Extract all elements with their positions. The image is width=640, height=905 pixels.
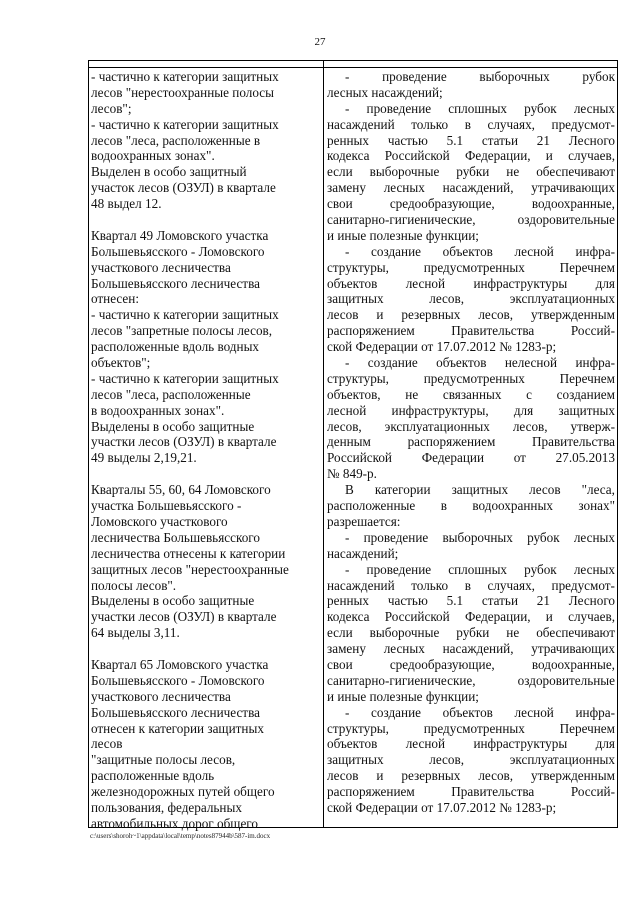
right-column-line: защитных лесов, эксплуатационных <box>327 291 615 307</box>
right-column-line: объектов, не связанных с созданием <box>327 386 615 402</box>
right-column-line: ской Федерации от 17.07.2012 № 1283-р; <box>327 799 557 815</box>
left-column-line <box>91 212 319 228</box>
left-column-line: объектов"; <box>91 355 151 371</box>
right-column-line: лесных насаждений; <box>327 84 443 100</box>
right-column-line: структуры, предусмотренных Перечнем <box>327 370 615 386</box>
right-column-line: лесов и резервных лесов, утвержденным <box>327 307 615 323</box>
right-column-line: - проведение сплошных рубок лесных <box>345 561 615 577</box>
right-column-line: - создание объектов лесной инфра- <box>345 704 615 720</box>
left-column-line: лесов "леса, расположенные в <box>91 132 261 148</box>
left-column-line: участки лесов (ОЗУЛ) в квартале <box>91 434 277 450</box>
right-column-line: насаждений только в случаях, предусмот- <box>327 116 615 132</box>
left-column-line: 64 выделы 3,11. <box>91 625 180 641</box>
right-column-line: № 849-р. <box>327 466 377 482</box>
right-column-line: Российской Федерации от 27.05.2013 <box>327 450 615 466</box>
left-column-line: - частично к категории защитных <box>91 69 279 84</box>
left-column-line: полосы лесов". <box>91 577 177 593</box>
column-divider <box>323 61 324 827</box>
left-column-line: "защитные полосы лесов, <box>91 752 236 768</box>
left-column-line: расположенные вдоль водных <box>91 339 260 355</box>
left-column-line: лесов "леса, расположенные <box>91 386 251 402</box>
left-column-line: лесов "запретные полосы лесов, <box>91 323 273 339</box>
table-top-rule <box>89 67 617 68</box>
left-column-line: лесничества Большевьясского <box>91 529 260 545</box>
right-column-line: лесов, эксплуатационных лесов, утверж- <box>327 418 615 434</box>
right-column-line: защитных лесов, эксплуатационных <box>327 752 615 768</box>
left-column-line: отнесен к категории защитных <box>91 720 264 736</box>
right-column-line: замену лесных насаждений, утрачивающих <box>327 641 615 657</box>
right-column-line: В категории защитных лесов "леса, <box>345 482 615 498</box>
right-column-line: объектов лесной инфраструктуры для <box>327 275 615 291</box>
right-column-line: и иные полезные функции; <box>327 227 479 243</box>
right-column-line: ренных частью 5.1 статьи 21 Лесного <box>327 132 615 148</box>
left-column-line: расположенные вдоль <box>91 768 215 784</box>
left-column-line: лесов <box>91 736 123 752</box>
right-column-line: санитарно-гигиенические, оздоровительные <box>327 672 615 688</box>
page-number: 27 <box>314 36 326 48</box>
left-column-line: водоохранных зонах". <box>91 148 215 164</box>
right-column-line: - проведение выборочных рубок лесных <box>345 529 615 545</box>
right-column-line: замену лесных насаждений, утрачивающих <box>327 180 615 196</box>
left-column-line: в водоохранных зонах". <box>91 402 225 418</box>
right-column-line: насаждений; <box>327 545 399 561</box>
document-table <box>88 60 618 831</box>
right-column-line: кодекса Российской Федерации, и случаев, <box>327 609 615 625</box>
right-column-line: объектов лесной инфраструктуры для <box>327 736 615 752</box>
right-column-line: санитарно-гигиенические, оздоровительные <box>327 212 615 228</box>
right-column <box>327 69 615 816</box>
left-column-line: Большевьясского лесничества <box>91 275 260 291</box>
left-column-line: защитных лесов "нерестоохранные <box>91 561 289 577</box>
right-column-line: свои средообразующие, водоохранные, <box>327 196 615 212</box>
left-column-line: железнодорожных путей общего <box>91 784 275 800</box>
left-column-line: Большевьясского лесничества <box>91 704 260 720</box>
left-column-line: Кварталы 55, 60, 64 Ломовского <box>91 482 271 498</box>
left-column-line: Большевьясского - Ломовского <box>91 243 265 259</box>
left-column-line: 49 выделы 2,19,21. <box>91 450 197 466</box>
left-column-line: пользования, федеральных <box>91 799 242 815</box>
left-column-line <box>91 641 319 657</box>
left-column-line: лесничества отнесены к категории <box>91 545 286 561</box>
right-column-line: насаждений только в случаях, предусмот- <box>327 577 615 593</box>
right-column-line: распоряжением Правительства Россий- <box>327 323 615 339</box>
right-column-line: структуры, предусмотренных Перечнем <box>327 720 615 736</box>
footer-file-path: c:\users\shoroh~1\appdata\local\temp\notes87944b\587-im.docx <box>90 832 271 840</box>
left-column-line: участкового лесничества <box>91 688 231 704</box>
left-column-line: 48 выдел 12. <box>91 196 162 212</box>
right-column-line: лесной инфраструктуры, для защитных <box>327 402 615 418</box>
right-column-line: распоряжением Правительства Россий- <box>327 784 615 800</box>
left-column-line: участка Большевьясского - <box>91 498 242 514</box>
left-column-line: Квартал 65 Ломовского участка <box>91 656 269 672</box>
left-column-line: - частично к категории защитных <box>91 370 279 386</box>
left-column-line: - частично к категории защитных <box>91 116 279 132</box>
left-column-line: лесов "нерестоохранные полосы <box>91 84 274 100</box>
left-column <box>91 69 319 832</box>
right-column-line: кодекса Российской Федерации, и случаев, <box>327 148 615 164</box>
left-column-line: участок лесов (ОЗУЛ) в квартале <box>91 180 276 196</box>
left-column-line: участкового лесничества <box>91 259 231 275</box>
right-column-line: ской Федерации от 17.07.2012 № 1283-р; <box>327 339 557 355</box>
right-column-line: денным распоряжением Правительства <box>327 434 615 450</box>
left-column-line: Выделены в особо защитные <box>91 418 255 434</box>
left-column-line: Выделен в особо защитный <box>91 164 247 180</box>
right-column-line: - создание объектов лесной инфра- <box>345 243 615 259</box>
right-column-line: расположенные в водоохранных зонах" <box>327 498 615 514</box>
right-column-line: свои средообразующие, водоохранные, <box>327 656 615 672</box>
left-column-line: автомобильных дорог общего <box>91 815 258 831</box>
right-column-line: если выборочные рубки не обеспечивают <box>327 164 615 180</box>
left-column-line: - частично к категории защитных <box>91 307 279 323</box>
left-column-line <box>91 466 319 482</box>
left-column-line: Большевьясского - Ломовского <box>91 672 265 688</box>
left-column-line: участки лесов (ОЗУЛ) в квартале <box>91 609 277 625</box>
right-column-line: - проведение выборочных рубок <box>345 69 615 84</box>
left-column-line: Выделены в особо защитные <box>91 593 255 609</box>
left-column-line: отнесен: <box>91 291 140 307</box>
right-column-line: лесов и резервных лесов, утвержденным <box>327 768 615 784</box>
right-column-line: и иные полезные функции; <box>327 688 479 704</box>
right-column-line: если выборочные рубки не обеспечивают <box>327 625 615 641</box>
right-column-line: разрешается: <box>327 513 401 529</box>
right-column-line: - проведение сплошных рубок лесных <box>345 100 615 116</box>
right-column-line: - создание объектов нелесной инфра- <box>345 355 615 371</box>
left-column-line: Ломовского участкового <box>91 513 228 529</box>
right-column-line: структуры, предусмотренных Перечнем <box>327 259 615 275</box>
right-column-line: ренных частью 5.1 статьи 21 Лесного <box>327 593 615 609</box>
left-column-line: Квартал 49 Ломовского участка <box>91 227 269 243</box>
left-column-line: лесов"; <box>91 100 132 116</box>
